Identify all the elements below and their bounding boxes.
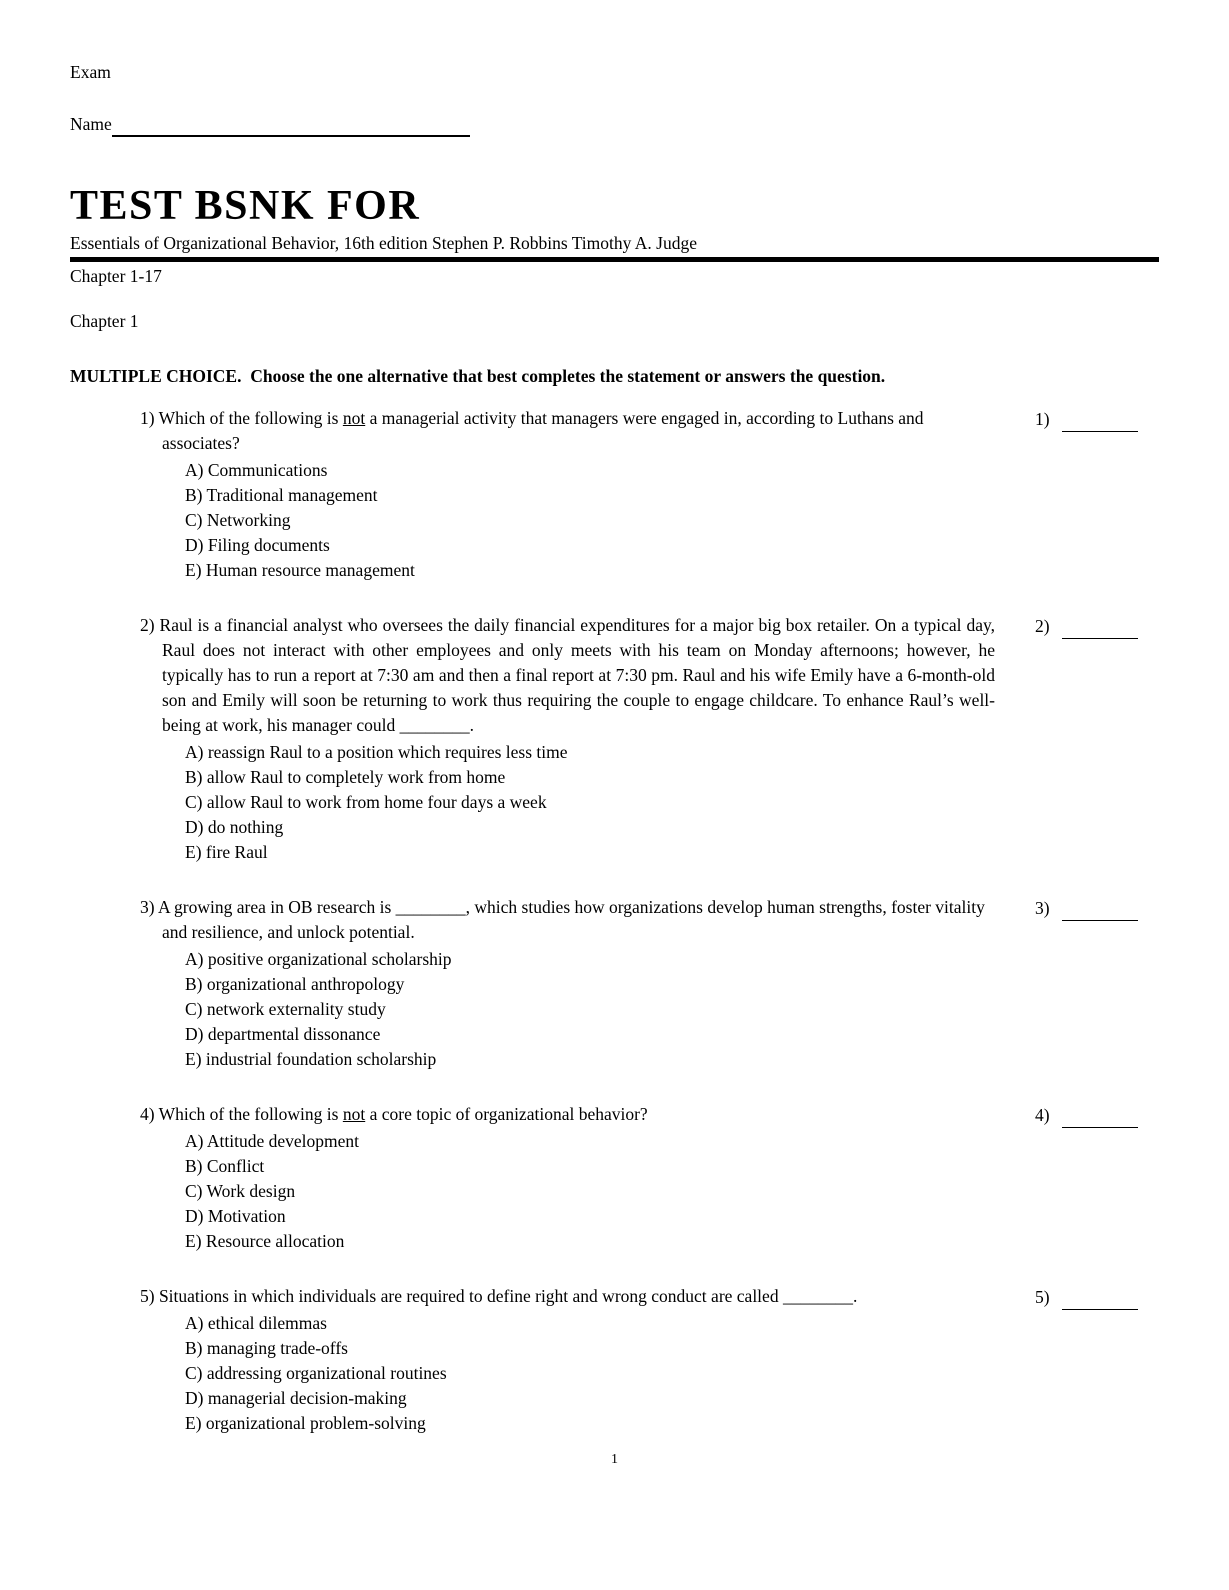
instructions: MULTIPLE CHOICE. Choose the one alternative that best completes the statement or answers the question.	[70, 366, 886, 386]
choice: A) positive organizational scholarship	[185, 949, 452, 969]
choice: A) ethical dilemmas	[185, 1313, 327, 1333]
answer-number: 3)	[1035, 898, 1050, 918]
choice: E) Resource allocation	[185, 1231, 345, 1251]
question-5-choices	[140, 1309, 995, 1436]
question-number: 5)	[140, 1286, 155, 1306]
choice: B) Traditional management	[185, 485, 378, 505]
choice: C) network externality study	[185, 999, 386, 1019]
question-3-answer-slot	[1035, 895, 1159, 921]
question-1-text	[140, 406, 995, 456]
choice: B) organizational anthropology	[185, 974, 405, 994]
choice: A) reassign Raul to a position which requires less time	[185, 742, 568, 762]
question-4-text	[140, 1102, 995, 1127]
choice: E) organizational problem-solving	[185, 1413, 426, 1433]
question-5-main	[70, 1284, 1035, 1436]
question-text-part: Situations in which individuals are required to define right and wrong conduct are called ________.	[158, 1286, 858, 1306]
choice: A) Attitude development	[185, 1131, 359, 1151]
choice: B) Conflict	[185, 1156, 265, 1176]
choice: B) managing trade-offs	[185, 1338, 348, 1358]
question-1-answer-slot	[1035, 406, 1159, 432]
name-blank-line	[112, 117, 470, 137]
choice: D) Motivation	[185, 1206, 286, 1226]
chapter-range: Chapter 1-17	[70, 266, 162, 286]
question-4-answer-slot	[1035, 1102, 1159, 1128]
choice: D) do nothing	[185, 817, 284, 837]
answer-blank-line	[1062, 620, 1138, 639]
question-text-part: Which of the following is	[158, 408, 343, 428]
question-number: 1)	[140, 408, 155, 428]
choice: D) departmental dissonance	[185, 1024, 381, 1044]
answer-blank-line	[1062, 1291, 1138, 1310]
choice: C) addressing organizational routines	[185, 1363, 447, 1383]
answer-number: 5)	[1035, 1287, 1050, 1307]
question-4	[70, 1102, 1159, 1254]
question-3-main	[70, 895, 1035, 1072]
answer-blank-line	[1062, 1109, 1138, 1128]
question-2-answer-slot	[1035, 613, 1159, 639]
question-text-part: A growing area in OB research is ________, which studies how organizations develop human strengths, foster vitality and resilience, and unlock potential.	[158, 897, 985, 942]
underlined-word: not	[342, 1104, 366, 1124]
question-5-answer-slot	[1035, 1284, 1159, 1310]
answer-number: 2)	[1035, 616, 1050, 636]
question-text-part: Which of the following is	[158, 1104, 343, 1124]
choice: D) managerial decision-making	[185, 1388, 407, 1408]
question-1-main	[70, 406, 1035, 583]
question-2-main	[70, 613, 1035, 865]
choice: E) industrial foundation scholarship	[185, 1049, 437, 1069]
name-label: Name	[70, 114, 112, 134]
question-3	[70, 895, 1159, 1072]
question-1	[70, 406, 1159, 583]
question-number: 3)	[140, 897, 155, 917]
question-2-choices	[140, 738, 995, 865]
page-number: 1	[611, 1452, 618, 1467]
question-3-text	[140, 895, 995, 945]
answer-blank-line	[1062, 413, 1138, 432]
question-text-part: a managerial activity that managers were engaged in, according to Luthans and associates?	[162, 408, 924, 453]
question-2	[70, 613, 1159, 865]
choice: A) Communications	[185, 460, 328, 480]
choice: E) fire Raul	[185, 842, 268, 862]
name-row	[70, 112, 1159, 137]
question-3-choices	[140, 945, 995, 1072]
underlined-word: not	[342, 408, 366, 428]
question-2-text	[140, 613, 995, 738]
question-1-choices	[140, 456, 995, 583]
choice: C) Networking	[185, 510, 291, 530]
question-4-choices	[140, 1127, 995, 1254]
exam-label: Exam	[70, 62, 111, 82]
question-text-part: Raul is a financial analyst who oversees the daily financial expenditures for a major big box retailer. On a typical day, Raul does not interact with other employees and only meets with his team on Monday afternoons; however, he typically has to run a report at 7:30 am and then a final report at 7:30 pm. Raul and his wife Emily have a 6-month-old son and Emily will soon be returning to work thus requiring the couple to engage childcare. To enhance Raul’s well-being at work, his manager could ________.	[159, 615, 995, 735]
choice: B) allow Raul to completely work from home	[185, 767, 506, 787]
question-text-part: a core topic of organizational behavior?	[365, 1104, 648, 1124]
document-subtitle: Essentials of Organizational Behavior, 16th edition Stephen P. Robbins Timothy A. Judge	[70, 233, 698, 253]
answer-number: 1)	[1035, 409, 1050, 429]
answer-blank-line	[1062, 902, 1138, 921]
answer-number: 4)	[1035, 1105, 1050, 1125]
question-number: 2)	[140, 615, 155, 635]
document-title: TEST BSNK FOR	[70, 183, 421, 229]
chapter-heading: Chapter 1	[70, 311, 139, 331]
question-5-text	[140, 1284, 995, 1309]
choice: C) Work design	[185, 1181, 296, 1201]
choice: D) Filing documents	[185, 535, 330, 555]
question-5	[70, 1284, 1159, 1436]
choice: C) allow Raul to work from home four days a week	[185, 792, 547, 812]
question-4-main	[70, 1102, 1035, 1254]
question-number: 4)	[140, 1104, 155, 1124]
choice: E) Human resource management	[185, 560, 415, 580]
